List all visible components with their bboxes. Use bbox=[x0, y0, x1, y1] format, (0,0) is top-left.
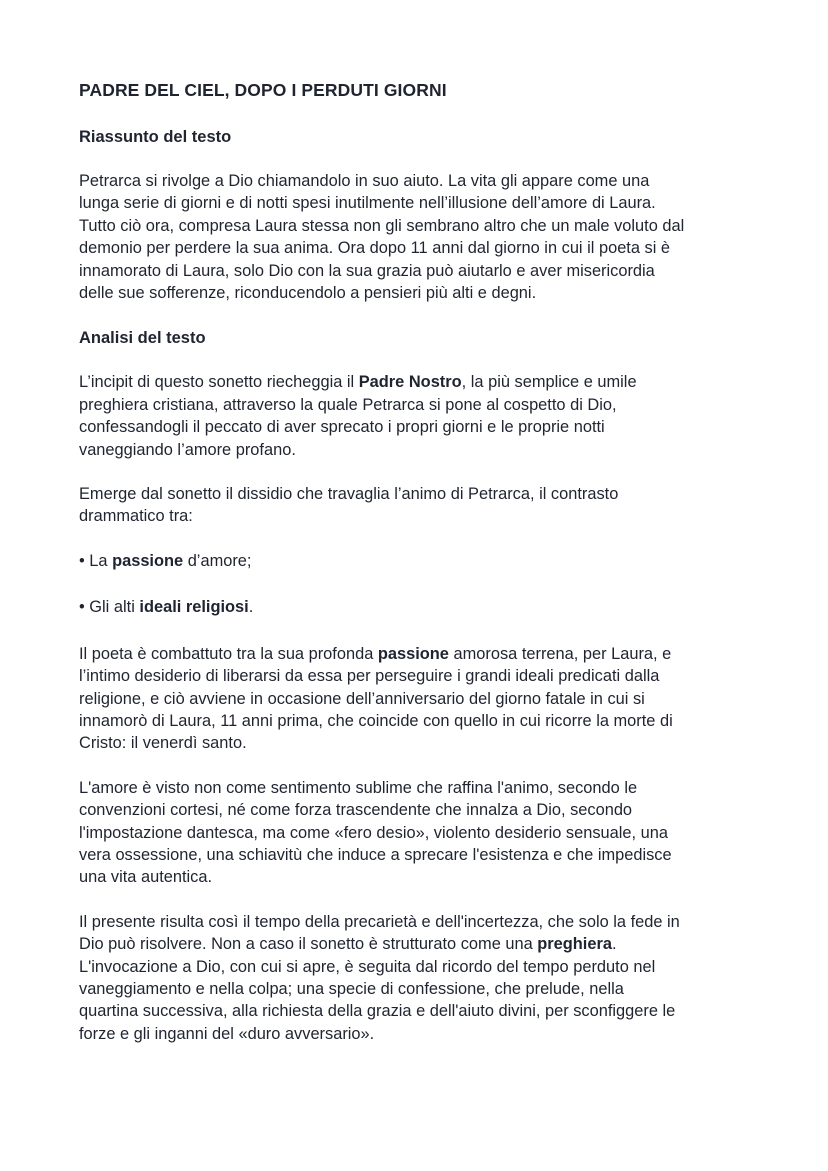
paragraph-line: religione, e ciò avviene in occasione dell’anniversario del giorno fatale in cui si bbox=[79, 689, 645, 708]
paragraph-line: drammatico tra: bbox=[79, 507, 193, 526]
paragraph-line: preghiera cristiana, attraverso la quale Petrarca si pone al cospetto di Dio, bbox=[79, 395, 617, 414]
bullet-prefix: • La bbox=[79, 551, 113, 570]
analysis-paragraph-1 bbox=[79, 371, 759, 461]
paragraph-line bbox=[79, 933, 759, 955]
text-span: Il poeta è combattuto tra la sua profonda bbox=[79, 644, 378, 663]
bold-term-passione: passione bbox=[112, 551, 184, 570]
paragraph-line: vaneggiando l’amore profano. bbox=[79, 440, 296, 459]
paragraph-line: L'invocazione a Dio, con cui si apre, è seguita dal ricordo del tempo perduto nel bbox=[79, 957, 656, 976]
bullet-suffix: . bbox=[248, 598, 254, 617]
analysis-paragraph-2 bbox=[79, 483, 759, 528]
bullet-prefix: • Gli alti bbox=[79, 598, 140, 617]
paragraph-line: forze e gli inganni del «duro avversario». bbox=[79, 1024, 375, 1043]
analysis-paragraph-3 bbox=[79, 643, 759, 755]
text-span: Dio può risolvere. Non a caso il sonetto è strutturato come una bbox=[79, 935, 538, 954]
text-span: L’incipit di questo sonetto riecheggia il bbox=[79, 373, 359, 392]
paragraph-line: L'amore è visto non come sentimento sublime che raffina l'animo, secondo le bbox=[79, 778, 638, 797]
paragraph-line: Il presente risulta così il tempo della precarietà e dell'incertezza, che solo la fede in bbox=[79, 912, 680, 931]
analysis-paragraph-5 bbox=[79, 911, 759, 1045]
paragraph-line: vaneggiamento e nella colpa; una specie di confessione, che prelude, nella bbox=[79, 979, 624, 998]
paragraph-line: vera ossessione, una schiavitù che induce a sprecare l'esistenza e che impedisce bbox=[79, 845, 672, 864]
text-span: amorosa terrena, per Laura, e bbox=[448, 644, 672, 663]
paragraph-line: innamorò di Laura, 11 anni prima, che coincide con quello in cui ricorre la morte di bbox=[79, 711, 673, 730]
paragraph-line: una vita autentica. bbox=[79, 868, 213, 887]
summary-line: Tutto ciò ora, compresa Laura stessa non gli sembrano altro che un male voluto dal bbox=[79, 216, 685, 235]
summary-line: delle sue sofferenze, riconducendolo a pensieri più alti e degni. bbox=[79, 284, 537, 303]
analysis-heading: Analisi del testo bbox=[79, 329, 206, 348]
summary-heading: Riassunto del testo bbox=[79, 128, 232, 146]
paragraph-line: convenzioni cortesi, né come forza trascendente che innalza a Dio, secondo bbox=[79, 801, 633, 820]
document-page bbox=[79, 78, 759, 1067]
bullet-suffix: d’amore; bbox=[183, 551, 252, 570]
paragraph-line: l’intimo desiderio di liberarsi da essa per perseguire i grandi ideali predicati dalla bbox=[79, 667, 660, 686]
text-span: . bbox=[611, 935, 617, 954]
bullet-item-passione bbox=[79, 550, 759, 572]
summary-line: lunga serie di giorni e di notti spesi inutilmente nell’illusione dell’amore di Laura. bbox=[79, 194, 656, 213]
bold-term-padre-nostro: Padre Nostro bbox=[358, 373, 462, 392]
paragraph-line: l'impostazione dantesca, ma come «fero desio», violento desiderio sensuale, una bbox=[79, 823, 668, 842]
paragraph-line bbox=[79, 643, 759, 665]
paragraph-line: Cristo: il venerdì santo. bbox=[79, 734, 247, 753]
text-span: , la più semplice e umile bbox=[461, 373, 637, 392]
paragraph-line: Emerge dal sonetto il dissidio che travaglia l’animo di Petrarca, il contrasto bbox=[79, 485, 619, 504]
bullet-item-ideali bbox=[79, 596, 759, 618]
bold-term-preghiera: preghiera bbox=[537, 935, 612, 954]
paragraph-line: quartina successiva, alla richiesta della grazia e dell'aiuto divini, per sconfiggere le bbox=[79, 1002, 676, 1021]
paragraph-line bbox=[79, 371, 759, 393]
bold-term-passione: passione bbox=[377, 644, 449, 663]
document-title: PADRE DEL CIEL, DOPO I PERDUTI GIORNI bbox=[79, 80, 447, 100]
summary-line: demonio per perdere la sua anima. Ora dopo 11 anni dal giorno in cui il poeta si è bbox=[79, 239, 671, 258]
summary-line: innamorato di Laura, solo Dio con la sua grazia può aiutarlo e aver misericordia bbox=[79, 261, 655, 280]
analysis-paragraph-4 bbox=[79, 777, 759, 889]
paragraph-line: confessandogli il peccato di aver sprecato i propri giorni e le proprie notti bbox=[79, 418, 605, 437]
bold-term-ideali-religiosi: ideali religiosi bbox=[139, 598, 249, 617]
summary-paragraph bbox=[79, 170, 759, 304]
summary-line: Petrarca si rivolge a Dio chiamandolo in suo aiuto. La vita gli appare come una bbox=[79, 172, 650, 190]
